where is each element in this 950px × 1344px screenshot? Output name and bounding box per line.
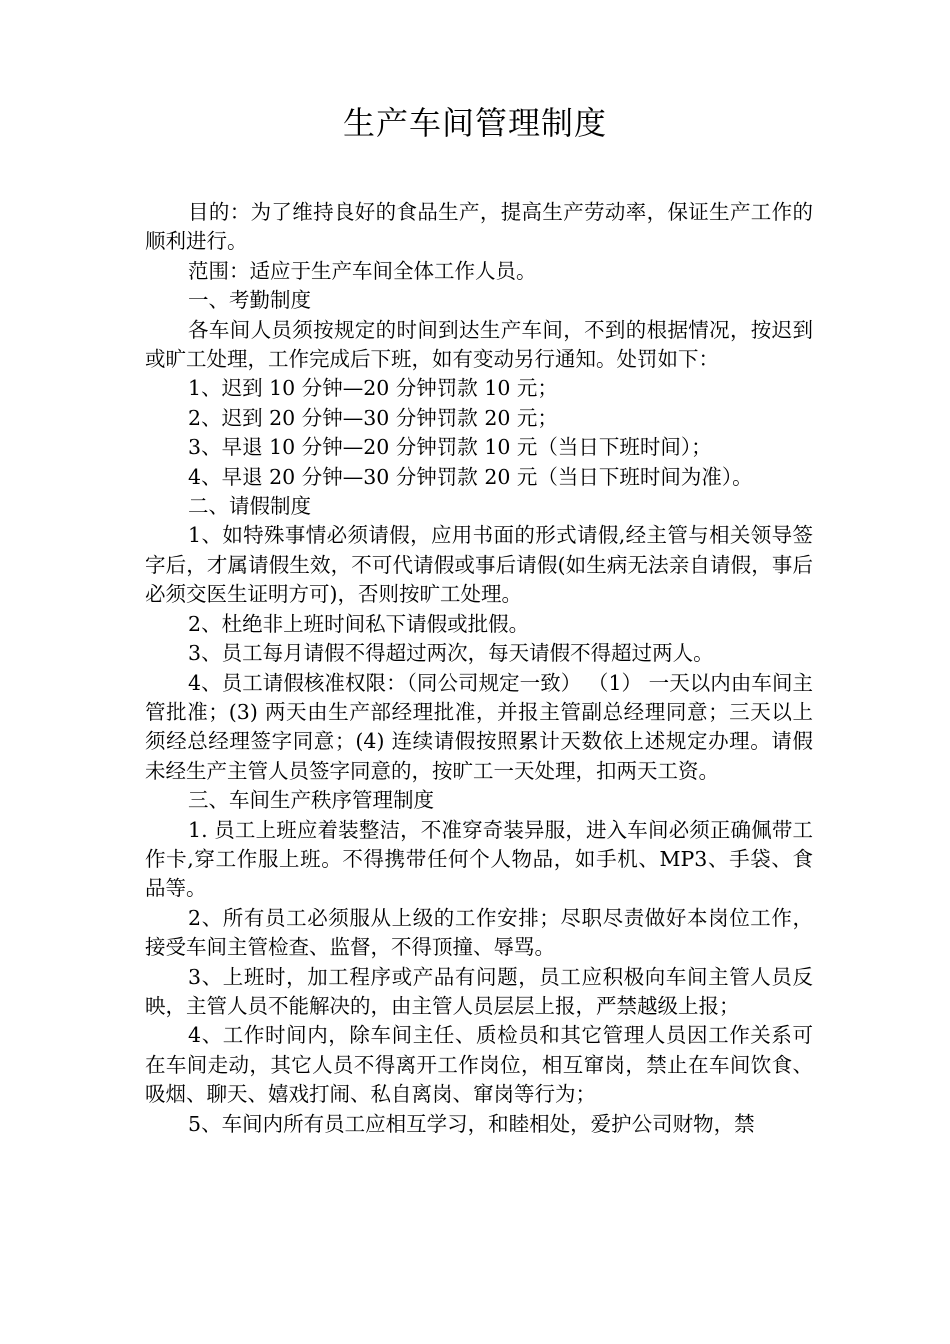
paragraph-purpose: 目的：为了维持良好的食品生产，提高生产劳动率，保证生产工作的顺利进行。 <box>145 200 813 254</box>
list-item: 4、员工请假核准权限：（同公司规定一致） （1） 一天以内由车间主管批准；(3) 两天由生产部经理批准，并报主管副总经理同意；三天以上须经总经理签字同意；(4) 连续请假按照累计天数依上述规定办理。请假未经生产主管人员签字同意的，按旷工一天处理，扣两天工资。 <box>145 670 813 783</box>
list-item: 3、上班时，加工程序或产品有问题，员工应积极向车间主管人员反映，主管人员不能解决的，由主管人员层层上报，严禁越级上报； <box>145 964 813 1018</box>
list-item: 4、工作时间内，除车间主任、质检员和其它管理人员因工作关系可在车间走动，其它人员不得离开工作岗位，相互窜岗，禁止在车间饮食、吸烟、聊天、嬉戏打闹、私自离岗、窜岗等行为； <box>145 1023 813 1107</box>
list-item: 1. 员工上班应着装整洁，不准穿奇装异服，进入车间必须正确佩带工作卡,穿工作服上班。不得携带任何个人物品，如手机、MP3、手袋、食品等。 <box>145 817 813 901</box>
paragraph-scope: 范围：适应于生产车间全体工作人员。 <box>188 258 537 283</box>
document-body <box>145 198 813 1139</box>
section-heading-leave: 二、请假制度 <box>188 494 312 519</box>
list-item: 4、早退 20 分钟—30 分钟罚款 20 元（当日下班时间为准）。 <box>188 464 753 489</box>
list-item: 2、杜绝非上班时间私下请假或批假。 <box>188 611 530 636</box>
list-item: 1、迟到 10 分钟—20 分钟罚款 10 元； <box>188 376 558 401</box>
list-item: 5、车间内所有员工应相互学习，和睦相处，爱护公司财物，禁 <box>188 1111 755 1136</box>
section-heading-attendance: 一、考勤制度 <box>188 288 312 313</box>
list-item: 3、员工每月请假不得超过两次，每天请假不得超过两人。 <box>188 641 714 666</box>
document-title: 生产车间管理制度 <box>342 104 607 142</box>
list-item: 3、早退 10 分钟—20 分钟罚款 10 元（当日下班时间）； <box>188 435 712 460</box>
list-item: 1、如特殊事情必须请假，应用书面的形式请假,经主管与相关领导签字后，才属请假生效，不可代请假或事后请假(如生病无法亲自请假，事后必须交医生证明方可)，否则按旷工处理。 <box>145 523 813 607</box>
paragraph-attendance: 各车间人员须按规定的时间到达生产车间，不到的根据情况，按迟到或旷工处理，工作完成后下班，如有变动另行通知。处罚如下： <box>145 317 813 372</box>
list-item: 2、迟到 20 分钟—30 分钟罚款 20 元； <box>188 405 558 430</box>
section-heading-workshop-order: 三、车间生产秩序管理制度 <box>188 788 435 813</box>
list-item: 2、所有员工必须服从上级的工作安排；尽职尽责做好本岗位工作，接受车间主管检查、监督，不得顶撞、辱骂。 <box>145 905 813 960</box>
